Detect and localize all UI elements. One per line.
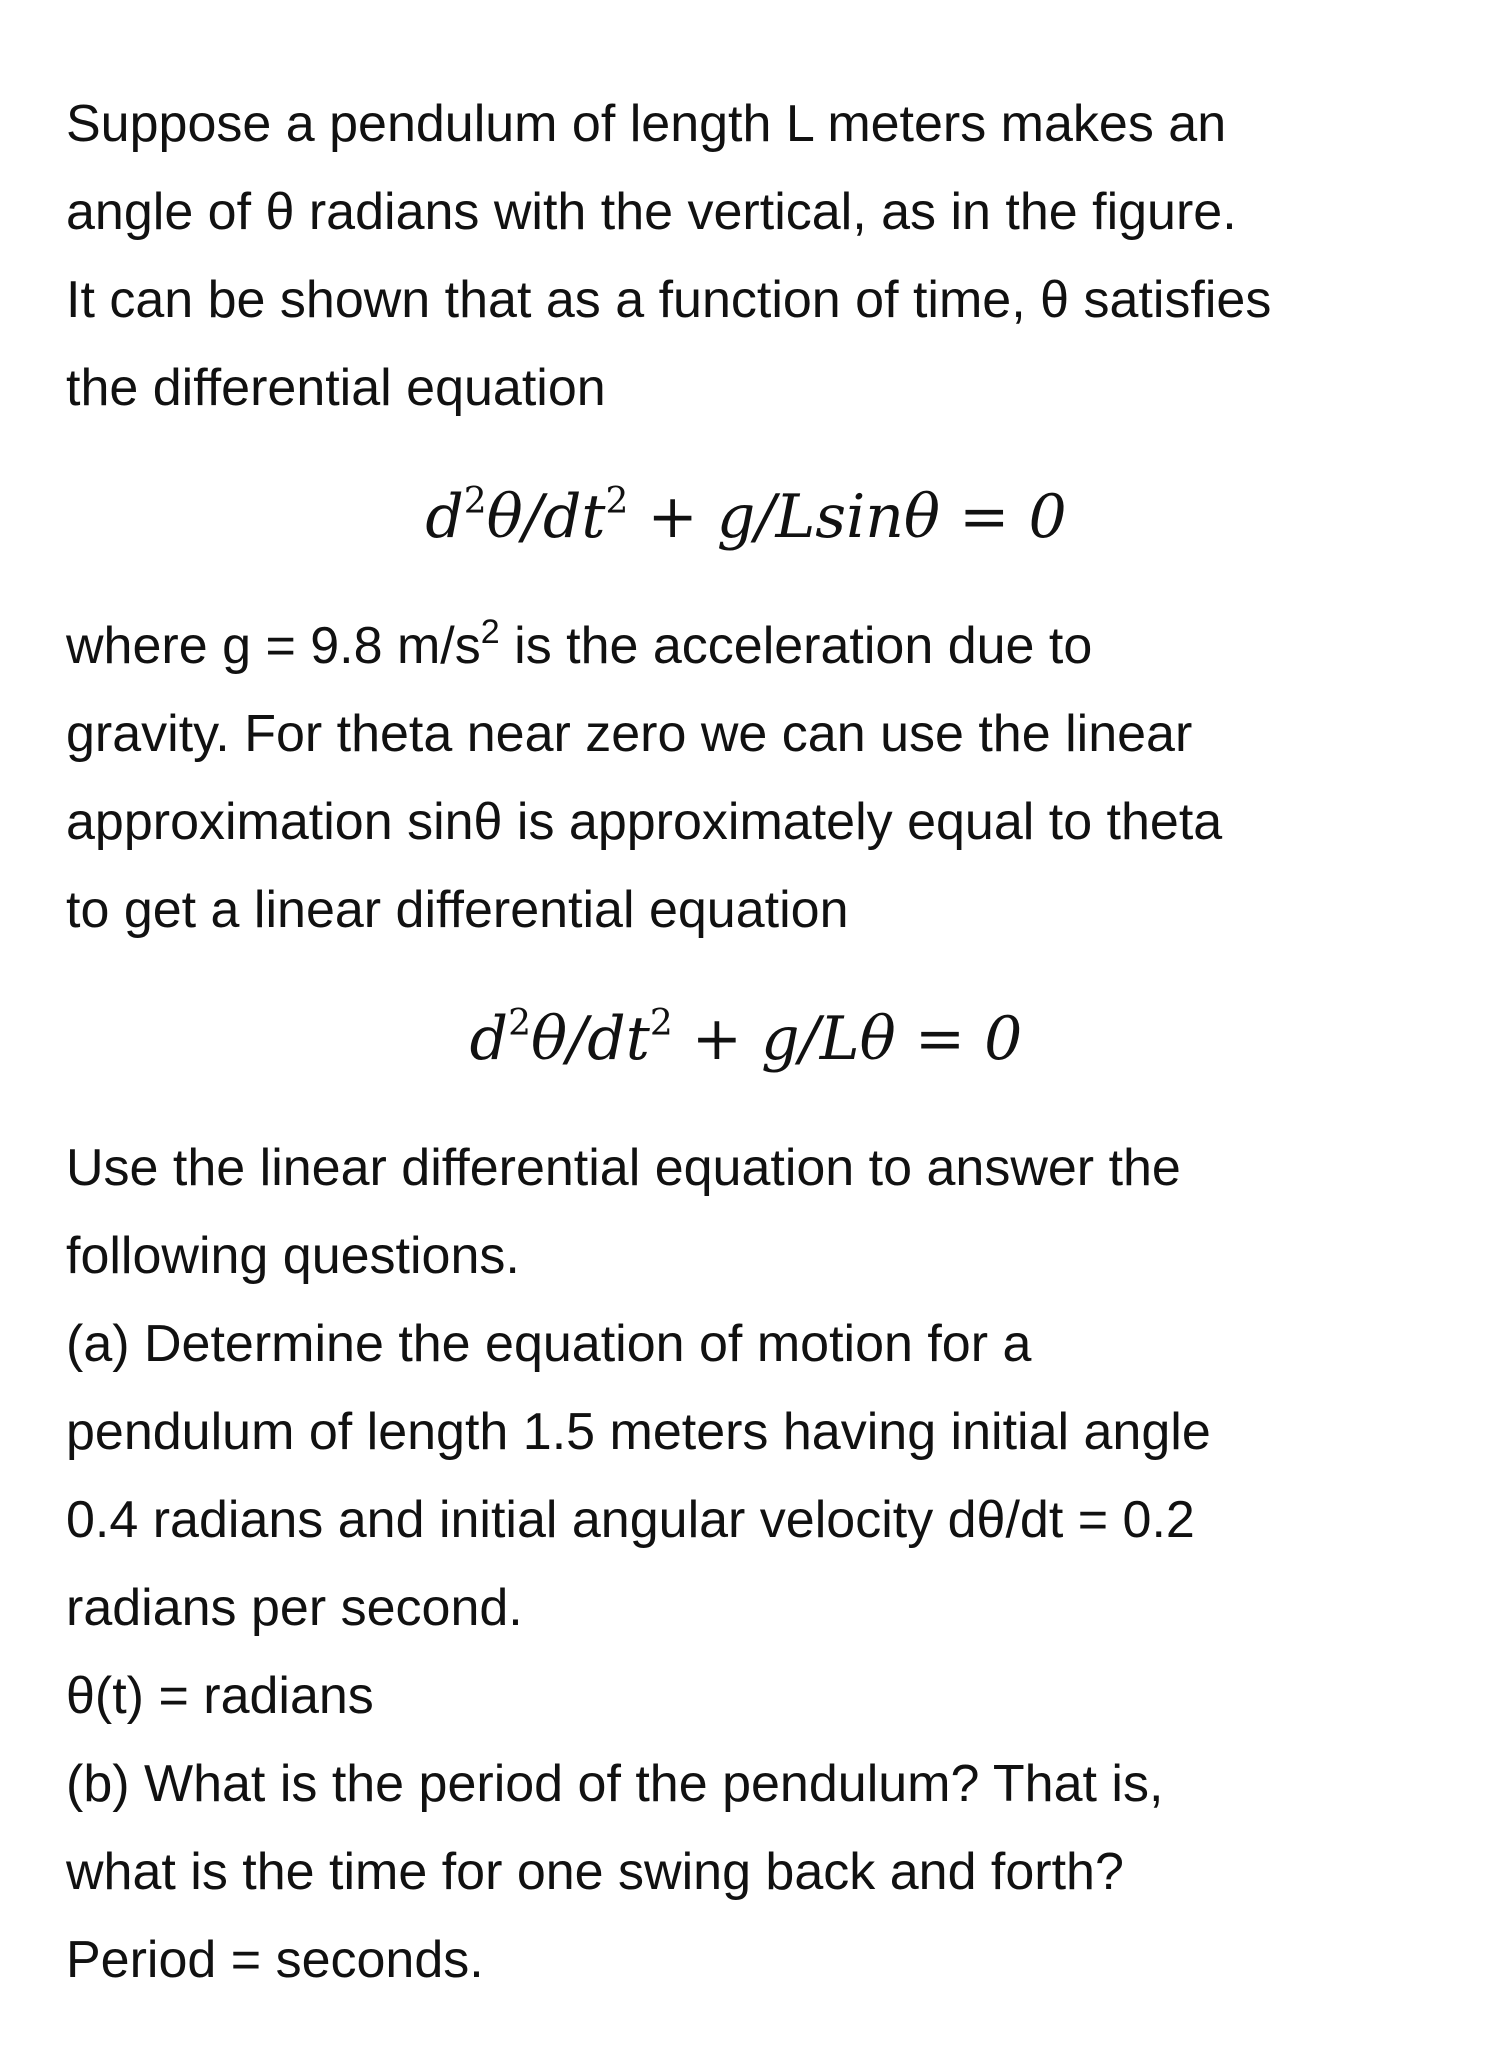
text-line: It can be shown that as a function of time, θ satisfies [66, 271, 1272, 329]
eq-exponent: 2 [508, 1003, 531, 1044]
eq-rest: + g/Lθ = 0 [672, 1004, 1023, 1074]
eq-exponent: 2 [605, 481, 629, 522]
eq-exponent: 2 [463, 481, 487, 522]
question-b: (b) What is the period of the pendulum? That is, [66, 1755, 1164, 1813]
text-line: 0.4 radians and initial angular velocity dθ/dt = 0.2 [66, 1491, 1195, 1549]
text-line [66, 602, 1456, 690]
unit-exponent: 2 [480, 613, 500, 651]
linear-equation [66, 954, 1426, 1124]
text-line: Use the linear differential equation to answer the [66, 1139, 1181, 1197]
eq-term: θ/dt [486, 482, 606, 552]
intro-paragraph [66, 80, 1456, 432]
eq-term: θ/dt [530, 1004, 650, 1074]
eq-exponent: 2 [649, 1003, 673, 1044]
answer-theta: θ(t) = radians [66, 1667, 374, 1725]
question-a: (a) Determine the equation of motion for a [66, 1315, 1032, 1373]
text-line: following questions. [66, 1227, 520, 1285]
text-line: radians per second. [66, 1579, 523, 1637]
eq-d: d [469, 1004, 509, 1074]
text-line: pendulum of length 1.5 meters having initial angle [66, 1403, 1211, 1461]
text-line: angle of θ radians with the vertical, as in the figure. [66, 183, 1237, 241]
answer-period: Period = seconds. [66, 1931, 484, 1989]
text-line: gravity. For theta near zero we can use the linear [66, 705, 1193, 763]
eq-rest: + g/Lsinθ = 0 [628, 482, 1067, 552]
questions-paragraph [66, 1124, 1456, 2004]
text-line: what is the time for one swing back and forth? [66, 1843, 1124, 1901]
problem-document [66, 80, 1456, 2004]
gravity-text-rest: is the acceleration due to [499, 617, 1093, 675]
text-line: the differential equation [66, 359, 606, 417]
gravity-text: where g = 9.8 m/s [66, 617, 481, 675]
text-line: Suppose a pendulum of length L meters makes an [66, 95, 1227, 153]
text-line: to get a linear differential equation [66, 881, 849, 939]
eq-d: d [425, 482, 464, 552]
middle-paragraph [66, 602, 1456, 954]
text-line: approximation sinθ is approximately equal to theta [66, 793, 1223, 851]
nonlinear-equation [66, 432, 1426, 602]
